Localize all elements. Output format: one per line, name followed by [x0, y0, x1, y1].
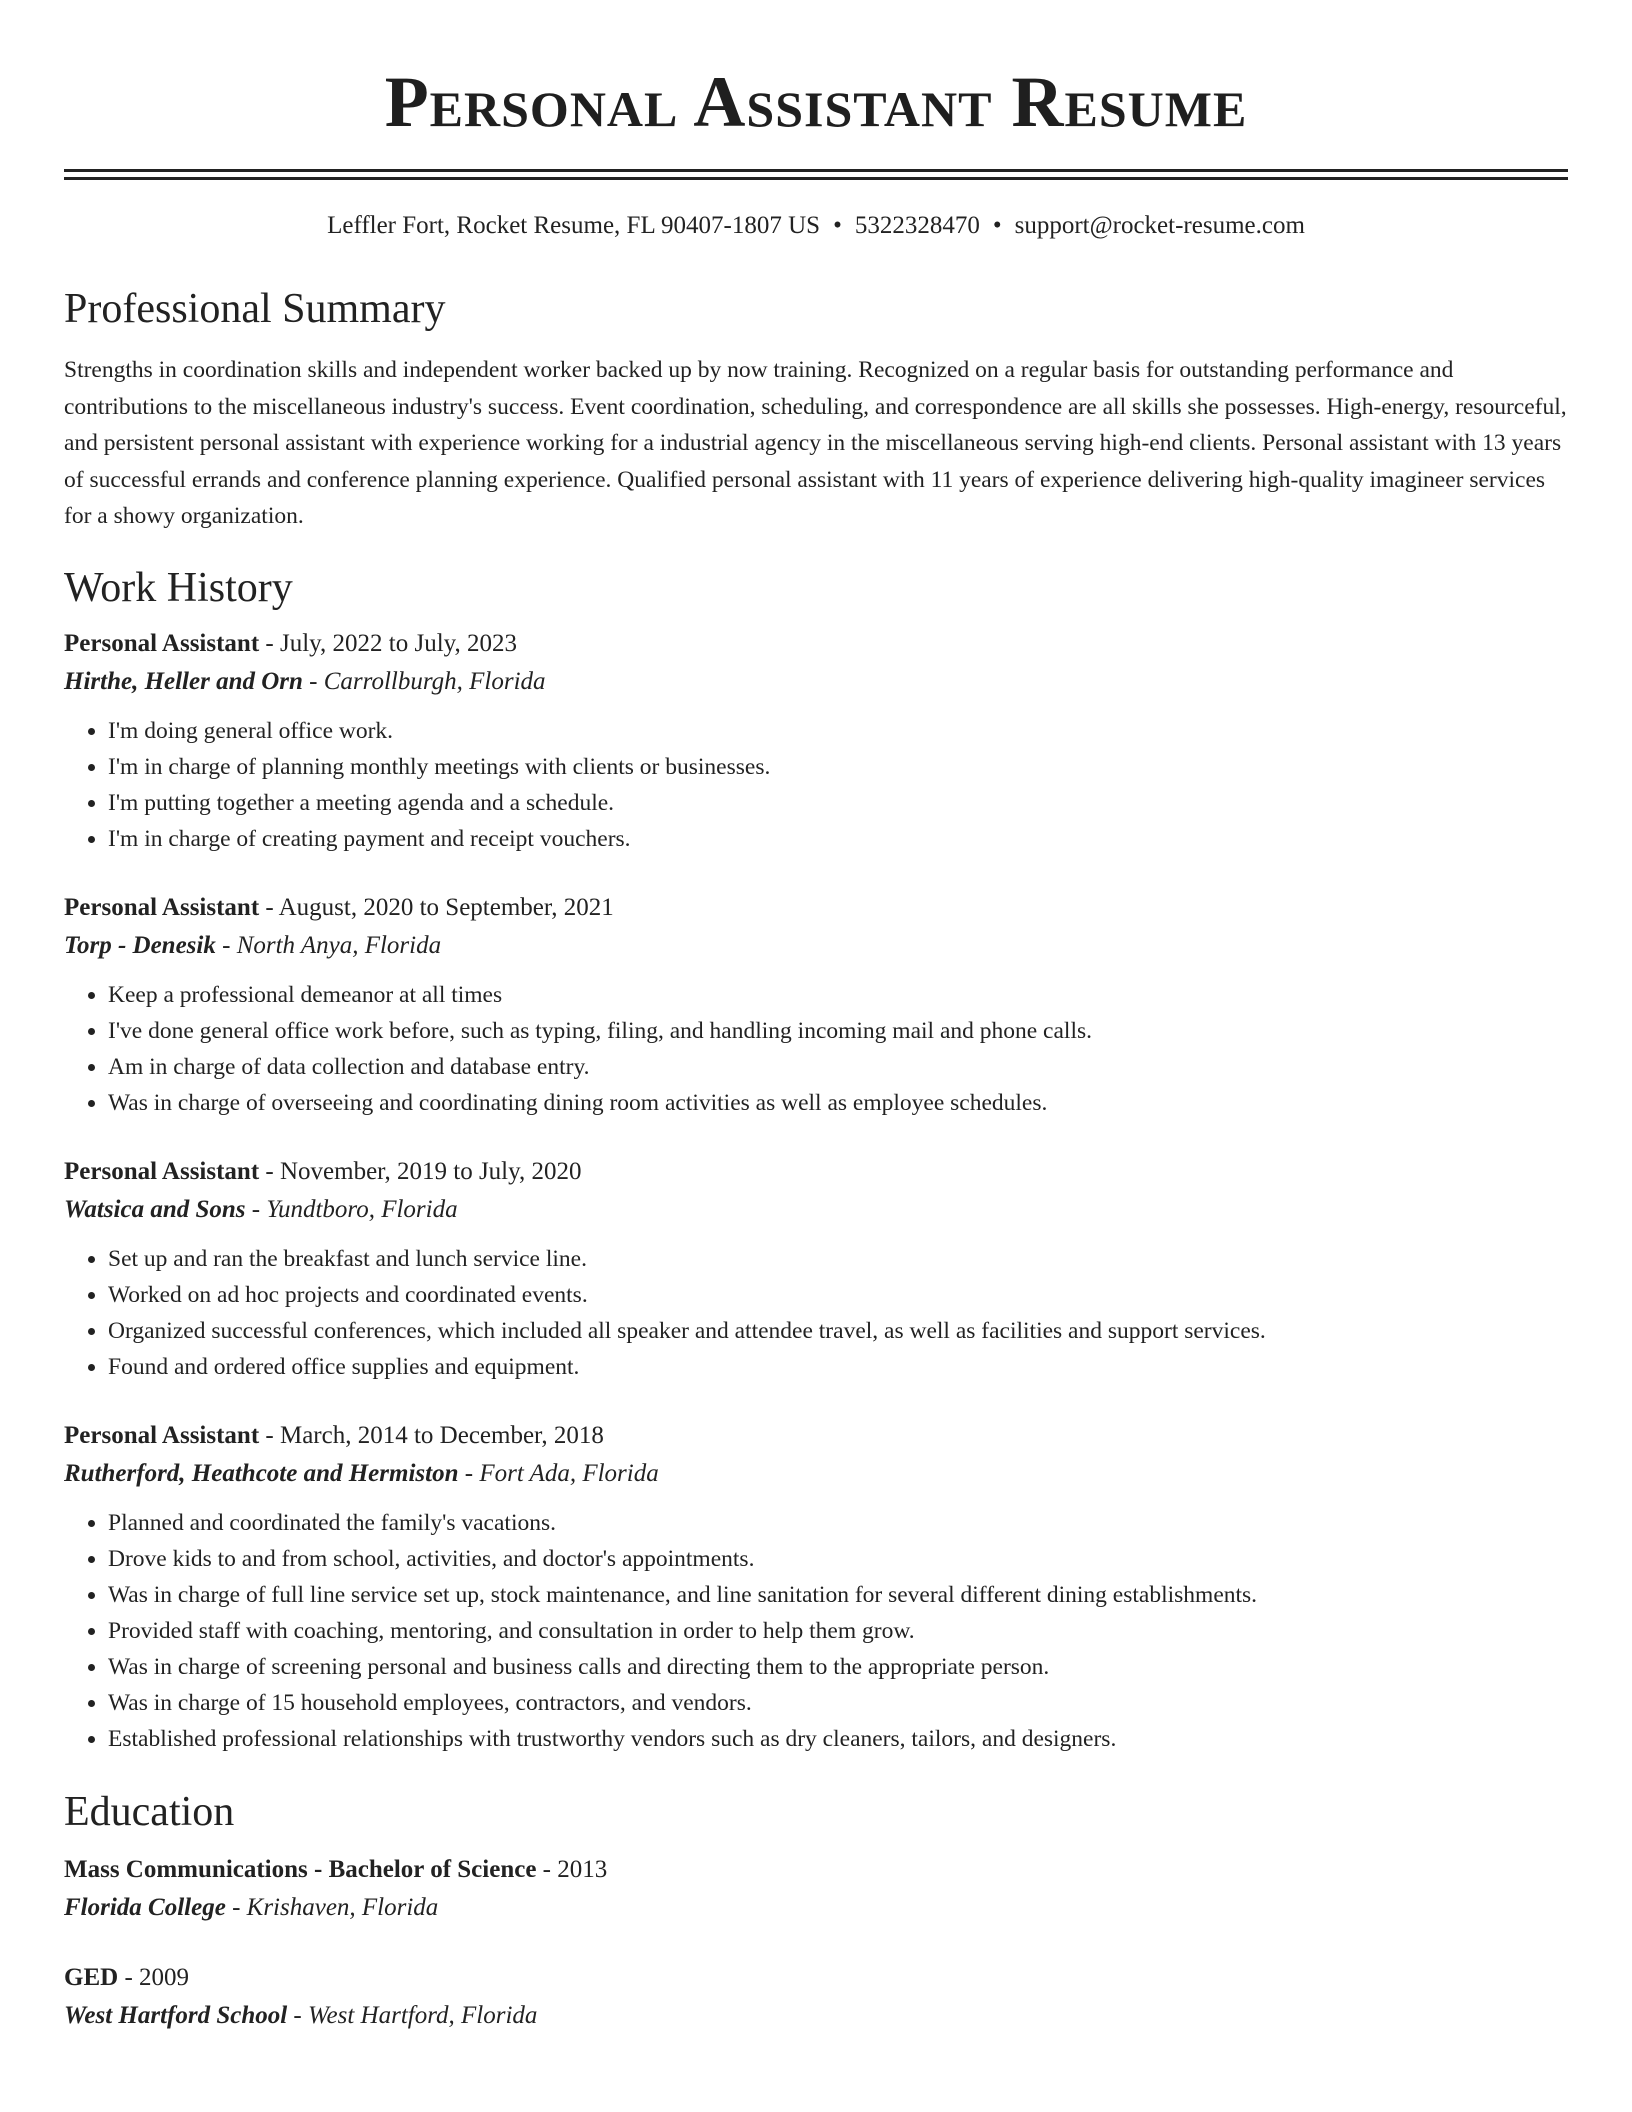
contact-separator: • [992, 212, 1002, 239]
job-company-line: Hirthe, Heller and Orn - Carrollburgh, Florida [64, 667, 546, 695]
education-degree-line: GED - 2009 [64, 1963, 190, 1991]
job-title: Personal Assistant [64, 1157, 260, 1185]
job-bullet: • I've done general office work before, such as typing, filing, and handling incoming mail and phone calls. [108, 1013, 1568, 1049]
work-history-heading: Work History [64, 564, 293, 611]
contact-email: support@rocket-resume.com [1014, 212, 1305, 239]
work-history-list [64, 625, 1568, 1757]
job-title-line: Personal Assistant - July, 2022 to July, 2023 [64, 629, 518, 657]
contact-separator: • [833, 212, 842, 239]
job-title-line: Personal Assistant - August, 2020 to September, 2021 [64, 893, 614, 921]
education-school-line: West Hartford School - West Hartford, Florida [64, 2001, 538, 2029]
job-location: Fort Ada, Florida [479, 1459, 659, 1487]
job-bullets [64, 977, 1568, 1121]
job-title: Personal Assistant [64, 629, 260, 657]
job-bullet: • Found and ordered office supplies and equipment. [108, 1349, 1568, 1385]
job-company-line: Rutherford, Heathcote and Hermiston - Fort Ada, Florida [64, 1459, 659, 1487]
job-title: Personal Assistant [64, 893, 260, 921]
job-company: Torp - Denesik [64, 931, 216, 959]
job-company: Watsica and Sons [64, 1195, 246, 1223]
job-bullets [64, 1241, 1568, 1385]
job-dates: August, 2020 to September, 2021 [278, 893, 614, 921]
job-company-line: Watsica and Sons - Yundtboro, Florida [64, 1195, 458, 1223]
job-bullet: • Established professional relationships with trustworthy vendors such as dry cleaners, tailors, and designers. [108, 1721, 1568, 1757]
job-bullet: • Was in charge of 15 household employees, contractors, and vendors. [108, 1685, 1568, 1721]
job-title: Personal Assistant [64, 1421, 260, 1449]
title-divider-top [64, 169, 1568, 172]
job-bullet: • Am in charge of data collection and database entry. [108, 1049, 1568, 1085]
education-school: West Hartford School [64, 2001, 288, 2029]
job-bullets [64, 1505, 1568, 1757]
contact-address: Leffler Fort, Rocket Resume, FL 90407-1807 US [327, 212, 821, 239]
job-location: Yundtboro, Florida [266, 1195, 458, 1223]
job-company-line: Torp - Denesik - North Anya, Florida [64, 931, 442, 959]
education-location: West Hartford, Florida [308, 2001, 538, 2029]
job-bullet: • Was in charge of screening personal and business calls and directing them to the appropriate person. [108, 1649, 1568, 1685]
education-year: 2009 [139, 1963, 190, 1991]
job-bullet: • Provided staff with coaching, mentoring, and consultation in order to help them grow. [108, 1613, 1568, 1649]
education-school-line: Florida College - Krishaven, Florida [64, 1893, 439, 1921]
job-dates: March, 2014 to December, 2018 [279, 1421, 604, 1449]
education-degree-line: Mass Communications - Bachelor of Science - 2013 [64, 1855, 608, 1883]
job-bullets [64, 713, 1568, 857]
title-divider-bottom [64, 177, 1568, 180]
summary-heading: Professional Summary [64, 286, 446, 332]
job-bullet: • Was in charge of overseeing and coordinating dining room activities as well as employee schedules. [108, 1085, 1568, 1121]
job-bullet: • Drove kids to and from school, activities, and doctor's appointments. [108, 1541, 1568, 1577]
summary-text: Strengths in coordination skills and independent worker backed up by now training. Recognized on a regular basis for outstanding performance and contributions to the miscellaneous industry's success. Event coordination, scheduling, and correspondence are all skills she possesses. High-energy, resourceful, and persistent personal assistant with experience working for a industrial agency in the miscellaneous serving high-end clients. Personal assistant with 13 years of successful errands and conference planning experience. Qualified personal assistant with 11 years of experience delivering high-quality imagineer services for a showy organization. [64, 357, 1567, 529]
education-degree: Mass Communications - Bachelor of Science [64, 1855, 537, 1883]
job-bullet: • I'm in charge of planning monthly meetings with clients or businesses. [108, 749, 1568, 785]
job-entry [64, 1153, 1568, 1385]
education-school: Florida College [64, 1893, 226, 1921]
job-dates: November, 2019 to July, 2020 [279, 1157, 582, 1185]
education-entry [64, 1851, 1568, 1927]
job-title-line: Personal Assistant - March, 2014 to December, 2018 [64, 1421, 604, 1449]
job-title-line: Personal Assistant - November, 2019 to July, 2020 [64, 1157, 582, 1185]
job-company: Hirthe, Heller and Orn [64, 667, 303, 695]
job-bullet: • I'm putting together a meeting agenda and a schedule. [108, 785, 1568, 821]
contact-phone: 5322328470 [854, 212, 980, 239]
resume-title: Personal Assistant Resume [384, 62, 1248, 142]
education-entry [64, 1959, 1568, 2035]
job-bullet: • Keep a professional demeanor at all times [108, 977, 1568, 1013]
contact-line [64, 210, 1568, 242]
job-entry [64, 1417, 1568, 1757]
job-bullet: • Set up and ran the breakfast and lunch service line. [108, 1241, 1568, 1277]
job-location: Carrollburgh, Florida [323, 667, 546, 695]
job-bullet: • Worked on ad hoc projects and coordinated events. [108, 1277, 1568, 1313]
education-location: Krishaven, Florida [246, 1893, 439, 1921]
education-degree: GED [64, 1963, 119, 1991]
job-bullet: • Was in charge of full line service set up, stock maintenance, and line sanitation for several different dining establishments. [108, 1577, 1568, 1613]
education-heading: Education [64, 1788, 235, 1835]
job-entry [64, 625, 1568, 857]
job-entry [64, 889, 1568, 1121]
job-bullet: • Planned and coordinated the family's vacations. [108, 1505, 1568, 1541]
job-bullet: • I'm in charge of creating payment and receipt vouchers. [108, 821, 1568, 857]
education-year: 2013 [557, 1855, 608, 1883]
education-list [64, 1851, 1568, 2035]
job-location: North Anya, Florida [236, 931, 442, 959]
job-company: Rutherford, Heathcote and Hermiston [64, 1459, 459, 1487]
job-bullet: • Organized successful conferences, which included all speaker and attendee travel, as well as facilities and support services. [108, 1313, 1568, 1349]
job-dates: July, 2022 to July, 2023 [279, 629, 518, 657]
job-bullet: • I'm doing general office work. [108, 713, 1568, 749]
